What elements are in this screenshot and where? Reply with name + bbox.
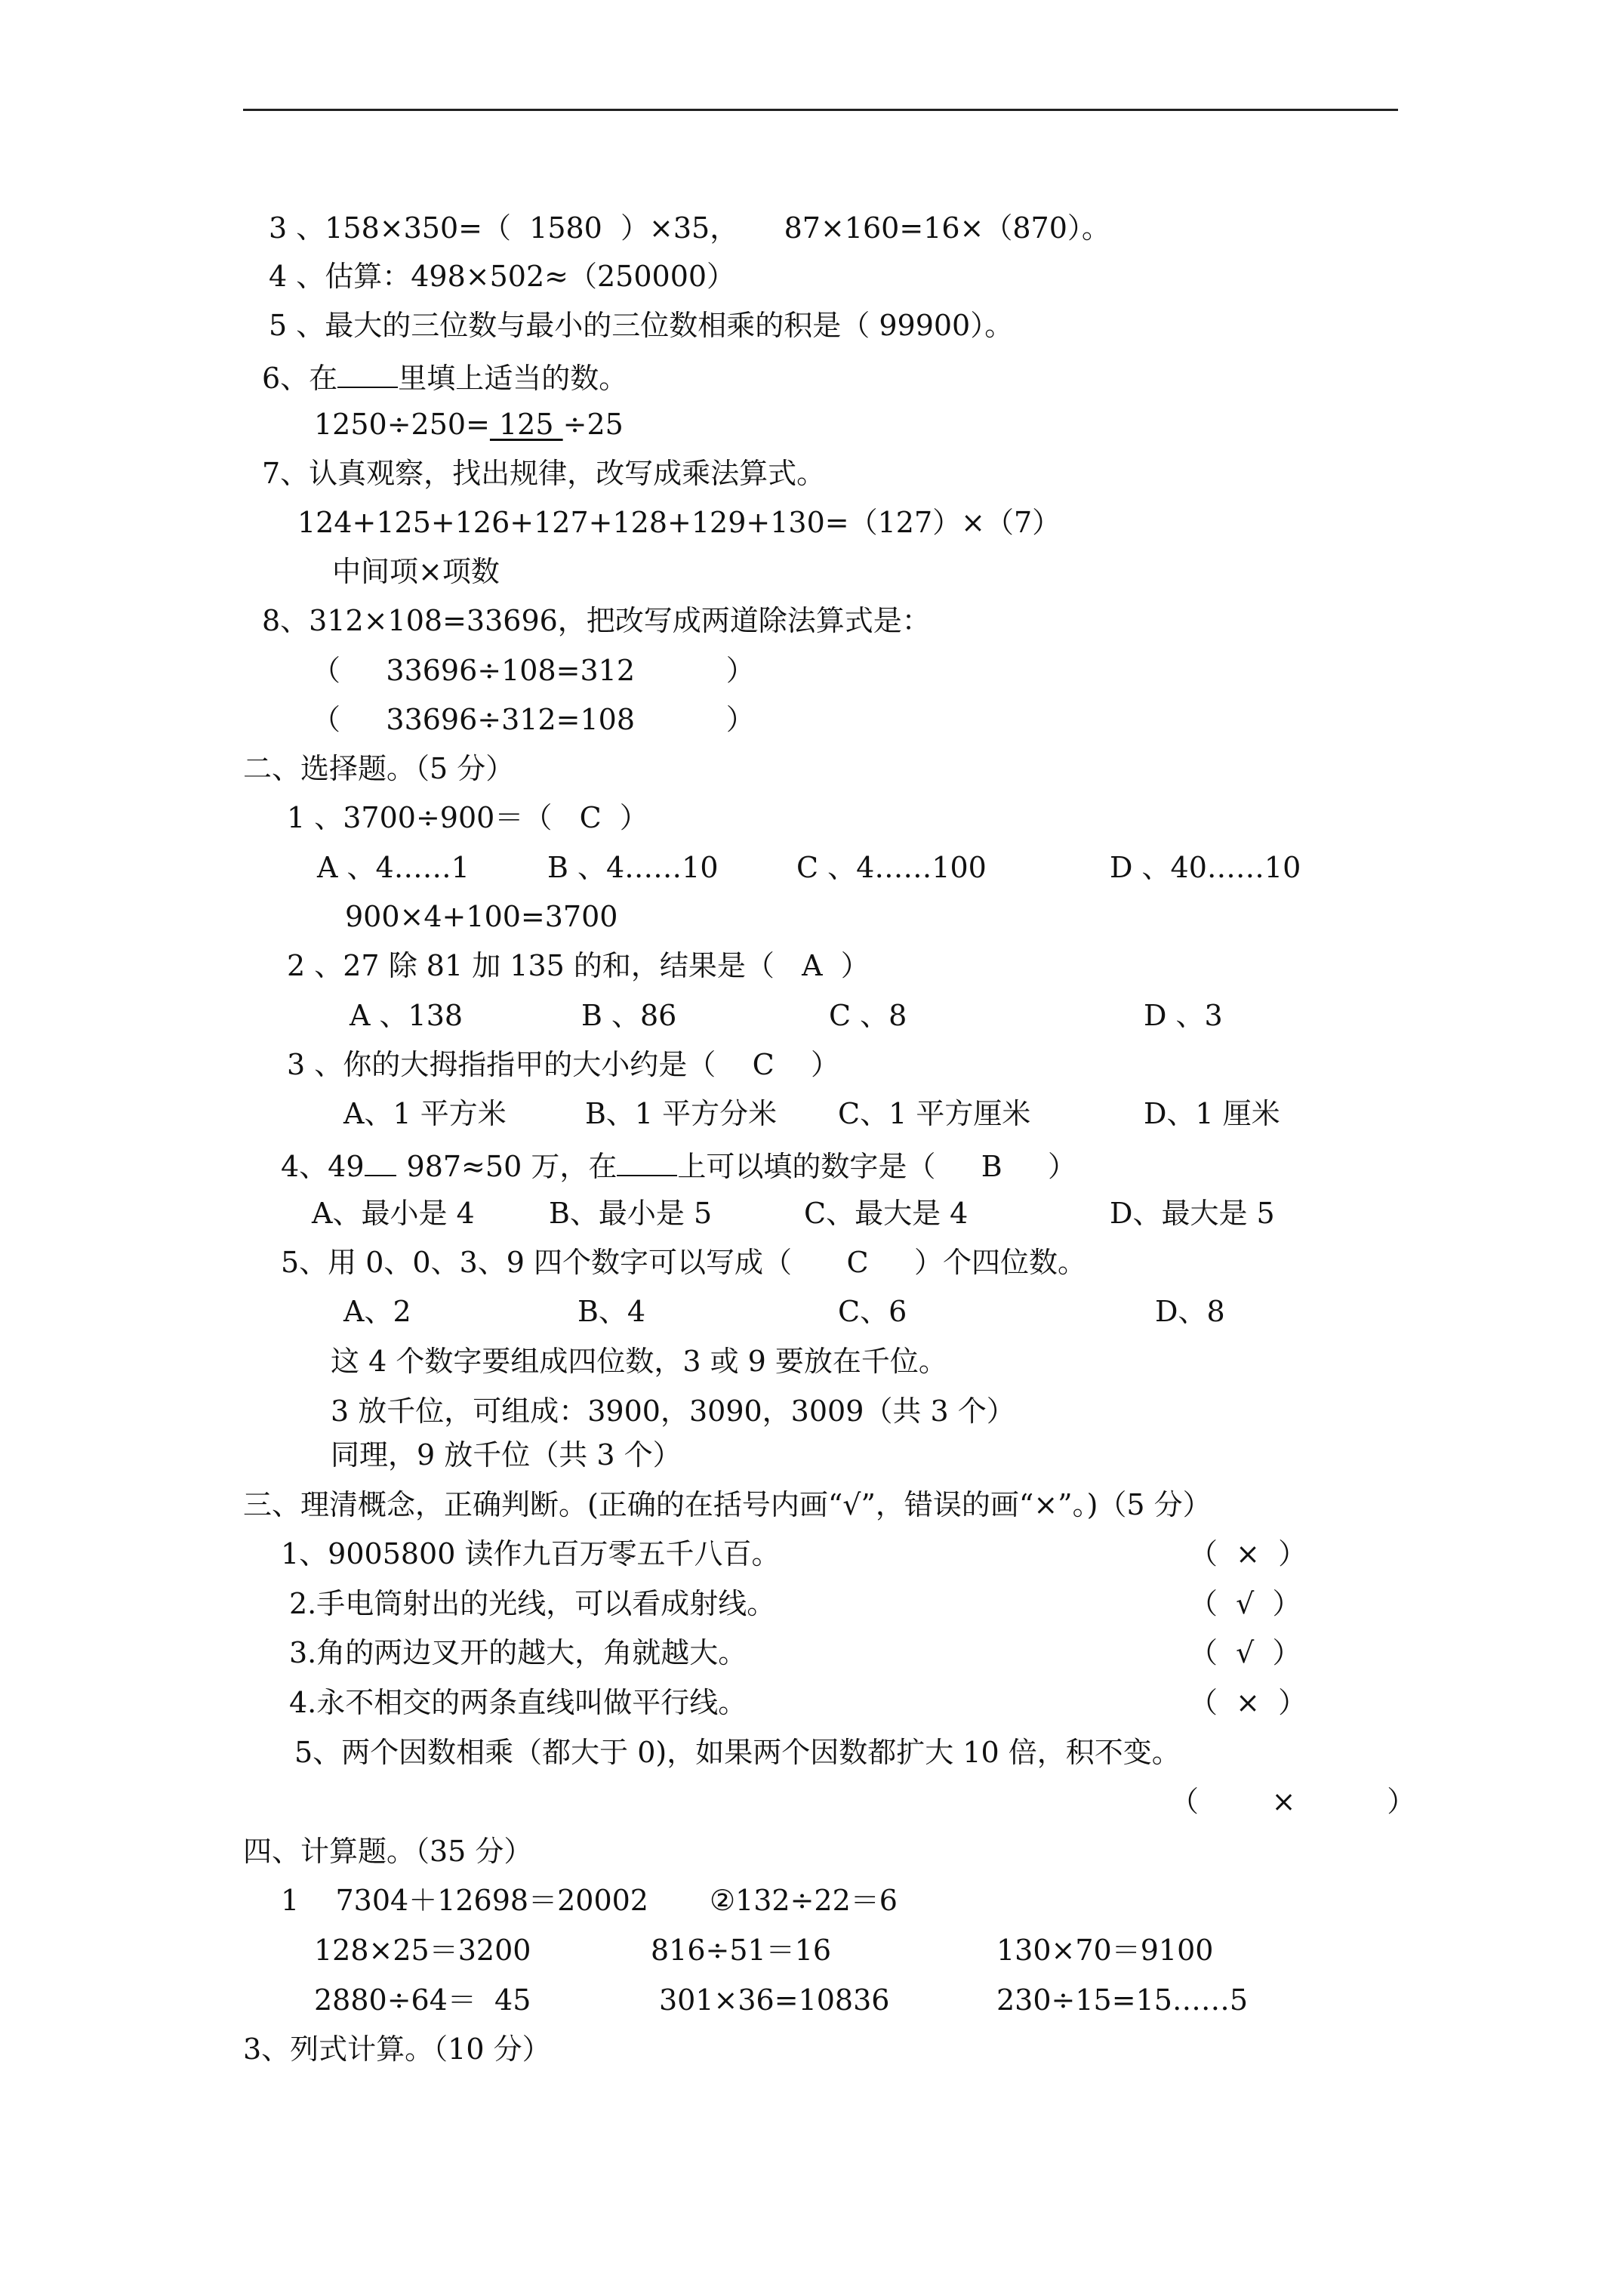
blank-line: [337, 361, 398, 388]
choice-4-text-c: 上可以填的数字是（ B ）: [677, 1150, 1077, 1183]
calc-row-2-item-3: 130×70＝9100: [996, 1934, 1214, 1967]
blank-line: [365, 1149, 396, 1176]
choice-3-option-b: B、1 平方分米: [585, 1097, 778, 1130]
judge-5-answer: （ × ）: [1170, 1785, 1416, 1818]
equation-left: 1250÷250=: [314, 408, 490, 441]
question-8: 8、312×108=33696，把改写成两道除法算式是：: [262, 604, 931, 637]
choice-1-option-a: A 、4……1: [317, 851, 470, 884]
choice-2-option-a: A 、138: [350, 999, 463, 1032]
calc-row-3-item-3: 230÷15=15……5: [996, 1983, 1249, 2017]
question-6-equation: [314, 410, 624, 439]
question-7-equation: 124+125+126+127+128+129+130=（127）×（7）: [297, 506, 1061, 539]
blank-line: [617, 1149, 677, 1176]
judge-1: 1、9005800 读作九百万零五千八百。: [281, 1537, 781, 1570]
equation-right: ÷25: [562, 408, 624, 441]
judge-2: 2.手电筒射出的光线，可以看成射线。: [289, 1587, 776, 1620]
choice-4-text-a: 4、49: [281, 1150, 365, 1183]
calc-row-3-item-1: 2880÷64＝ 45: [314, 1983, 531, 2017]
choice-5-option-b: B、4: [577, 1295, 646, 1328]
question-7-note: 中间项×项数: [332, 555, 500, 588]
section-2-heading: 二、选择题。（5 分）: [243, 752, 515, 785]
section-4-heading: 四、计算题。（35 分）: [243, 1835, 533, 1868]
choice-1-note: 900×4+100=3700: [345, 900, 618, 933]
choice-5-note-1: 这 4 个数字要组成四位数，3 或 9 要放在千位。: [331, 1345, 947, 1378]
question-6-text-b: 里填上适当的数。: [398, 362, 628, 395]
choice-3-option-a: A、1 平方米: [343, 1097, 507, 1130]
choice-1-option-c: C 、4……100: [796, 851, 987, 884]
judge-4-answer: （ × ）: [1189, 1686, 1307, 1719]
choice-5-option-a: A、2: [343, 1295, 411, 1328]
question-8-answer-b: （ 33696÷312=108 ）: [312, 703, 755, 736]
question-3: 3 、158×350=（ 1580 ）×35， 87×160=16×（870）。: [269, 211, 1110, 245]
choice-2-option-b: B 、86: [581, 999, 677, 1032]
section-5-heading: 3、列式计算。（10 分）: [243, 2032, 551, 2066]
choice-5-option-c: C、6: [838, 1295, 907, 1328]
equation-answer: 125: [489, 408, 563, 441]
calc-row-3-item-2: 301×36=10836: [659, 1983, 890, 2017]
choice-2-option-d: D 、3: [1144, 999, 1223, 1032]
judge-3-answer: （ √ ）: [1189, 1636, 1301, 1669]
choice-2: 2 、27 除 81 加 135 的和，结果是（ A ）: [287, 949, 870, 982]
choice-4-option-a: A、最小是 4: [312, 1197, 475, 1230]
question-6-text-a: 6、在: [262, 362, 338, 395]
choice-4-option-c: C、最大是 4: [804, 1197, 969, 1230]
choice-2-option-c: C 、8: [829, 999, 907, 1032]
choice-5-option-d: D、8: [1155, 1295, 1225, 1328]
question-6: [262, 361, 627, 393]
question-5: 5 、最大的三位数与最小的三位数相乘的积是（ 99900）。: [269, 309, 1014, 342]
choice-5-note-3: 同理，9 放千位（共 3 个）: [331, 1438, 682, 1472]
question-4: 4 、估算：498×502≈（250000）: [269, 260, 736, 293]
choice-1-option-d: D 、40……10: [1110, 851, 1301, 884]
choice-3-option-d: D、1 厘米: [1144, 1097, 1280, 1130]
choice-5: 5、用 0、0、3、9 四个数字可以写成（ C ）个四位数。: [281, 1246, 1086, 1279]
judge-2-answer: （ √ ）: [1189, 1587, 1301, 1620]
choice-1: 1 、3700÷900＝（ C ）: [287, 801, 648, 834]
header-rule: [243, 109, 1398, 111]
calc-2: ②132÷22＝6: [710, 1884, 898, 1917]
choice-4: [281, 1149, 1076, 1181]
choice-5-note-2: 3 放千位，可组成：3900，3090，3009（共 3 个）: [331, 1395, 1015, 1428]
judge-5: 5、两个因数相乘（都大于 0)，如果两个因数都扩大 10 倍，积不变。: [294, 1736, 1181, 1769]
question-8-answer-a: （ 33696÷108=312 ）: [312, 654, 755, 687]
choice-4-text-b: 987≈50 万，在: [406, 1150, 617, 1183]
calc-row-2-item-2: 816÷51＝16: [651, 1934, 832, 1967]
choice-1-option-b: B 、4……10: [547, 851, 719, 884]
choice-4-option-d: D、最大是 5: [1110, 1197, 1275, 1230]
choice-3-option-c: C、1 平方厘米: [838, 1097, 1031, 1130]
section-3-heading: 三、理清概念，正确判断。(正确的在括号内画“√”，错误的画“×”。)（5 分）: [243, 1488, 1212, 1521]
calc-1: 1 7304＋12698＝20002: [281, 1884, 648, 1917]
choice-4-option-b: B、最小是 5: [549, 1197, 713, 1230]
judge-1-answer: （ × ）: [1189, 1537, 1307, 1570]
judge-3: 3.角的两边叉开的越大，角就越大。: [289, 1636, 747, 1669]
choice-3: 3 、你的大拇指指甲的大小约是（ C ）: [287, 1048, 839, 1081]
question-7: 7、认真观察，找出规律，改写成乘法算式。: [262, 457, 826, 490]
judge-4: 4.永不相交的两条直线叫做平行线。: [289, 1686, 747, 1719]
calc-row-2-item-1: 128×25＝3200: [314, 1934, 531, 1967]
